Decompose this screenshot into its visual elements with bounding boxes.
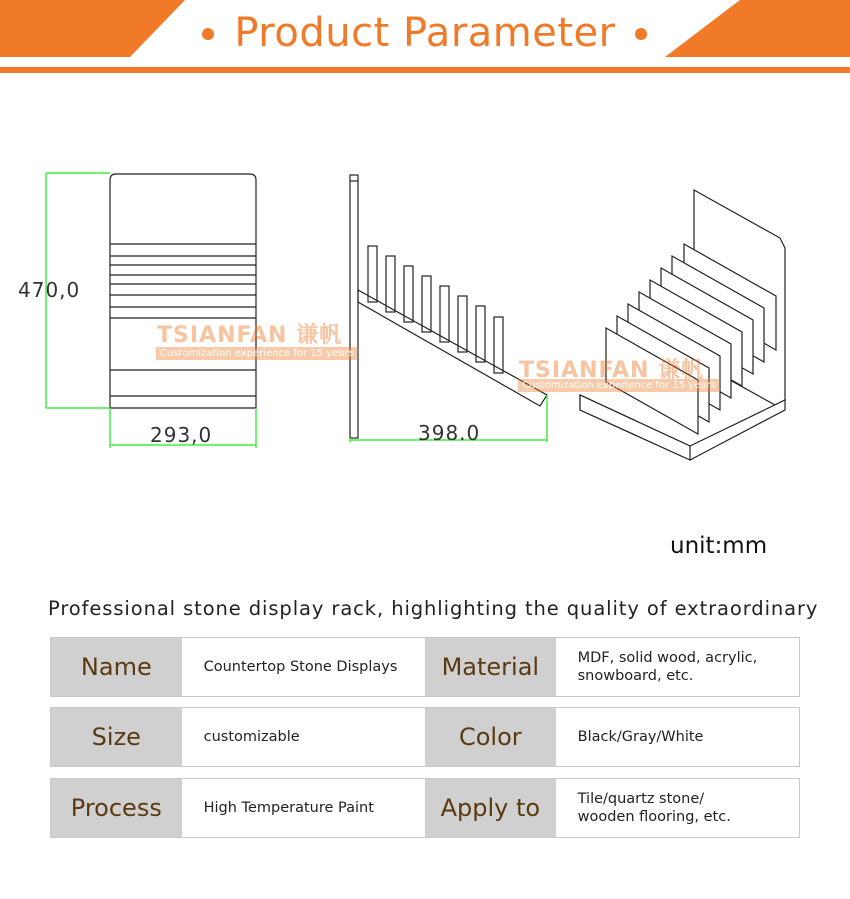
spec-value: High Temperature Paint <box>203 799 374 816</box>
header-underline <box>0 67 850 73</box>
spec-key: Process <box>51 779 182 837</box>
technical-drawings <box>0 160 850 490</box>
spec-key: Name <box>51 638 182 696</box>
spec-key: Material <box>425 638 556 696</box>
spec-value: Countertop Stone Displays <box>203 658 398 675</box>
depth-dimension: 398.0 <box>418 421 481 445</box>
side-view <box>350 175 547 438</box>
spec-value: Tile/quartz stone/ wooden flooring, etc. <box>577 790 731 825</box>
spec-value: customizable <box>203 728 300 745</box>
watermark-slogan-2: Customization experience for 15 years <box>518 379 720 392</box>
width-dimension: 293,0 <box>150 423 213 447</box>
isometric-view <box>580 190 785 460</box>
tagline: Professional stone display rack, highlighting the quality of extraordinary <box>48 597 819 620</box>
height-dimension: 470,0 <box>18 278 81 302</box>
page-title: Product Parameter <box>234 10 616 56</box>
watermark-logo-1: TSIANFAN 谦帆 <box>157 323 343 348</box>
spec-row <box>50 778 800 838</box>
header-banner <box>0 0 850 74</box>
front-dimension-lines <box>46 173 256 448</box>
spec-value: Black/Gray/White <box>577 728 704 745</box>
watermark-slogan-1: Customization experience for 15 years <box>156 347 358 360</box>
unit-label: unit:mm <box>670 533 768 559</box>
spec-row <box>50 637 800 697</box>
spec-row <box>50 707 800 767</box>
spec-key: Size <box>51 708 182 766</box>
front-view <box>110 174 256 408</box>
watermark-logo-2: TSIANFAN 谦帆 <box>519 358 705 383</box>
header-dot-right <box>635 28 647 40</box>
spec-value: MDF, solid wood, acrylic, snowboard, etc. <box>577 649 758 684</box>
spec-key: Apply to <box>425 779 556 837</box>
spec-key: Color <box>425 708 556 766</box>
